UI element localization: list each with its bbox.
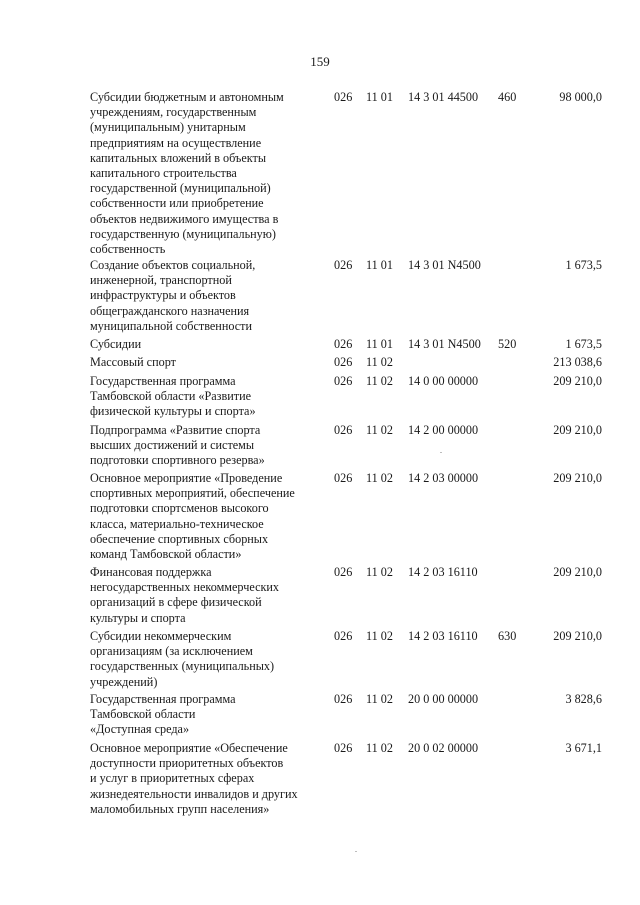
row-name: Субсидии [90, 337, 142, 351]
amount: 1 673,5 [565, 258, 602, 272]
amount: 209 210,0 [553, 471, 602, 485]
amount: 213 038,6 [553, 355, 602, 369]
expense-type-code: 520 [498, 337, 517, 351]
page-number: 159 [310, 54, 330, 69]
amount: 98 000,0 [559, 90, 602, 104]
section-code: 11 02 [366, 741, 393, 755]
ministry-code: 026 [334, 565, 353, 579]
ministry-code: 026 [334, 741, 353, 755]
target-article-code: 14 3 01 N4500 [408, 337, 481, 351]
section-code: 11 01 [366, 258, 393, 272]
section-code: 11 01 [366, 90, 393, 104]
section-code: 11 02 [366, 374, 393, 388]
amount: 1 673,5 [565, 337, 602, 351]
section-code: 11 02 [366, 471, 393, 485]
ministry-code: 026 [334, 258, 353, 272]
amount: 3 828,6 [565, 692, 602, 706]
target-article-code: 20 0 02 00000 [408, 741, 479, 755]
expense-type-code: 630 [498, 629, 517, 643]
section-code: 11 02 [366, 565, 393, 579]
ministry-code: 026 [334, 423, 353, 437]
ministry-code: 026 [334, 90, 353, 104]
section-code: 11 01 [366, 337, 393, 351]
target-article-code: 14 2 00 00000 [408, 423, 479, 437]
row-name: Государственная программа Тамбовской области «Доступная среда» [90, 692, 236, 737]
row-name: Массовый спорт [90, 355, 176, 369]
row-name: Основное мероприятие «Обеспечение доступности приоритетных объектов и услуг в приоритетных сферах жизнедеятельности инвалидов и других маломобильных групп населения» [90, 741, 298, 816]
ministry-code: 026 [334, 471, 353, 485]
scan-speck [440, 452, 442, 453]
target-article-code: 20 0 00 00000 [408, 692, 479, 706]
ministry-code: 026 [334, 629, 353, 643]
target-article-code: 14 2 03 16110 [408, 565, 478, 579]
target-article-code: 14 2 03 00000 [408, 471, 479, 485]
amount: 209 210,0 [553, 629, 602, 643]
amount: 209 210,0 [553, 565, 602, 579]
section-code: 11 02 [366, 629, 393, 643]
ministry-code: 026 [334, 374, 353, 388]
target-article-code: 14 2 03 16110 [408, 629, 478, 643]
row-name: Подпрограмма «Развитие спорта высших достижений и системы подготовки спортивного резерва» [90, 423, 265, 468]
ministry-code: 026 [334, 355, 353, 369]
row-name: Основное мероприятие «Проведение спортивных мероприятий, обеспечение подготовки спортсменов высокого класса, материально-техническое обеспечение спортивных сборных команд Тамбовской области» [90, 471, 295, 562]
row-name: Субсидии некоммерческим организациям (за исключением государственных (муниципальных) учреждений) [90, 629, 275, 689]
section-code: 11 02 [366, 692, 393, 706]
amount: 209 210,0 [553, 374, 602, 388]
row-name: Государственная программа Тамбовской области «Развитие физической культуры и спорта» [90, 374, 256, 419]
ministry-code: 026 [334, 692, 353, 706]
target-article-code: 14 0 00 00000 [408, 374, 479, 388]
target-article-code: 14 3 01 N4500 [408, 258, 481, 272]
scan-speck [355, 851, 357, 852]
row-name: Финансовая поддержка негосударственных некоммерческих организаций в сфере физической культуры и спорта [90, 565, 280, 625]
expense-type-code: 460 [498, 90, 517, 104]
row-name: Создание объектов социальной, инженерной, транспортной инфраструктуры и объектов общегражданского назначения муниципальной собственности [90, 258, 256, 333]
row-name: Субсидии бюджетным и автономным учреждениям, государственным (муниципальным) унитарным предприятиям на осуществление капитальных вложений в объекты капитального строительства государственной (муниципальной) собственности или приобретение объектов недвижимого имущества в государственную (муниципальную) собственность [90, 90, 284, 257]
amount: 209 210,0 [553, 423, 602, 437]
ministry-code: 026 [334, 337, 353, 351]
amount: 3 671,1 [565, 741, 602, 755]
target-article-code: 14 3 01 44500 [408, 90, 479, 104]
section-code: 11 02 [366, 355, 393, 369]
section-code: 11 02 [366, 423, 393, 437]
